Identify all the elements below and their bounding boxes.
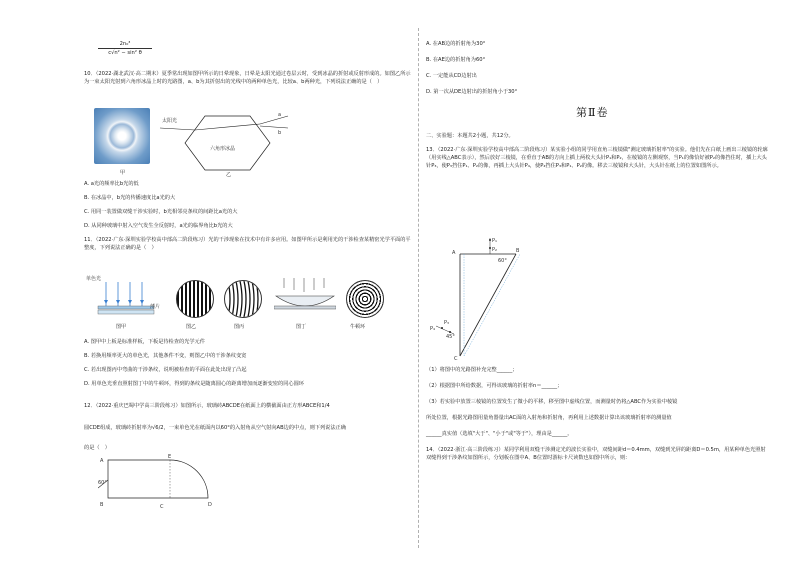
newton-lens-diagram — [274, 276, 336, 316]
fig-label-sun: 太阳光 — [162, 118, 178, 124]
q10-option-b: B. 在冰晶中，b光的传播速度比a光的大 — [84, 195, 176, 201]
fig-label-60deg-q13: 60° — [498, 258, 507, 264]
fig-label-C-q13: C — [454, 356, 458, 360]
q13-sub3-line1: （3）若实验中放置三棱镜的位置发生了微小的平移，移至图中虚线位置，而测量时仍将△ABC作为实验中棱镜 — [426, 399, 678, 405]
q12-stem-line3: 的是（ ） — [84, 445, 110, 451]
fig-label-B-q13: B — [516, 248, 520, 254]
fig-label-P2: P₂ — [492, 247, 498, 253]
q14-stem: 14．（2022·浙江·高三阶段练习）某同学利用双缝干涉测定光的波长实验中，双缝间距d＝0.4mm，双缝到光屏的距离D＝0.5m，用某种单色光照射双缝得到干涉条纹如图所示，分划板在图中A、B位置时游标卡尺读数也如图中所示，则： — [426, 447, 766, 462]
column-divider — [418, 28, 419, 548]
q13-sub1: （1）将图中的光路图补充完整______； — [426, 367, 518, 373]
section-title: 第Ⅱ卷 — [576, 106, 609, 119]
fig-label-jia: 甲 — [120, 170, 126, 176]
sun-halo-photo — [94, 108, 150, 164]
fig-label-tu-ding: 图丁 — [296, 324, 307, 330]
q13-sub2: （2）根据图中所给数据，可得该玻璃的折射率n＝______； — [426, 383, 563, 389]
straight-fringes-image — [176, 280, 214, 318]
fig-label-45deg: 45° — [446, 334, 455, 340]
fig-label-crystal: 六角形冰晶 — [210, 146, 236, 152]
q13-prism-diagram — [428, 238, 548, 360]
q12-glass-brick-diagram — [98, 454, 218, 514]
formula-denominator: c√n² − sin² θ — [108, 50, 142, 57]
q13-sub3-line2: 所处位置，根据光路图用量角器量出AC面的入射角和折射角，再利用上述数据计算出该玻璃折射率的测量值 — [426, 415, 672, 421]
right-column — [426, 0, 772, 562]
newton-rings-image — [346, 280, 384, 318]
q12-option-a: A. 在AB边的折射角为30° — [426, 41, 486, 47]
fig-label-tu-bing: 图丙 — [234, 324, 245, 330]
fig-label-film: 薄片 — [150, 304, 161, 310]
fig-label-yi: 乙 — [226, 172, 232, 178]
q11-option-d: D. 用单色光垂直照射图丁中的牛顿环，得到的条纹是随离圆心的距离增加而逐渐变密的同心圆环 — [84, 381, 304, 387]
q12-option-b: B. 在AE边的折射角为60° — [426, 57, 486, 63]
fig-label-newton: 牛顿环 — [350, 324, 366, 330]
q13-sub3-line3: ______真实值（选填"大于"、"小于"或"等于"），理由是______。 — [426, 431, 573, 437]
fig-label-P1: P₁ — [492, 238, 498, 244]
fig-label-P4: P₄ — [430, 326, 436, 332]
fig-label-tu-yi: 图乙 — [186, 324, 197, 330]
fig-label-A-q13: A — [452, 250, 456, 256]
fig-label-A: A — [100, 458, 104, 464]
q13-stem: 13．（2022·广东·深圳实验学校高中部高二阶段练习）某实验小组的同学用直角三棱镜做"测定玻璃折射率"的实验。他们先在白纸上画出三棱镜的轮廓（用实线△ABC表示），然后放好三棱镜，在垂直于AB的方向上插上两枚大头针P₁和P₂，在棱镜的左侧观察，当P₁的像恰好被P₂的像挡住时，插上大头针P₃，使P₃挡住P₁、P₂的像，再插上大头针P₄，使P₄挡住P₃和P₁、P₂的像。移去三棱镜和大头针，大头针在纸上的位置如图所示。 — [426, 147, 768, 170]
q12-stem-line2: 圆CDE组成，玻璃砖折射率为√6/2，一束单色光在纸面内以60°的入射角从空气射向AB边的中点，则下列说法正确 — [84, 425, 346, 431]
fig-label-E: E — [168, 454, 172, 460]
q11-stem: 11．（2022·广东·深圳实验学校高中部高二阶段练习）光的干涉现象在技术中有许多应用。如图甲所示是利用光的干涉检查某精密光学平面的平整度，下列说法正确的是（ ） — [84, 237, 411, 252]
fig-label-D: D — [208, 502, 212, 508]
q11-option-c: C. 若出现图丙中弯曲的干涉条纹，说明被检查的平面在此处出现了凸起 — [84, 367, 247, 373]
hexagon-crystal-diagram — [160, 108, 290, 178]
q10-option-c: C. 用同一装置做双缝干涉实验时，b光相邻亮条纹的间距比a光的大 — [84, 209, 238, 215]
q11-option-b: B. 若换用频率更大的单色光，其他条件不变，则图乙中的干涉条纹变宽 — [84, 353, 247, 359]
q11-figure — [84, 272, 414, 334]
fig-label-P3: P₃ — [444, 320, 450, 326]
q10-figure — [94, 108, 294, 178]
fig-label-b: b — [278, 130, 282, 136]
fig-label-60deg: 60° — [98, 480, 107, 486]
q10-option-d: D. 从同种玻璃中射入空气发生全反射时，a光的临界角比b光的大 — [84, 223, 233, 229]
part2-heading: 二、实验题：本题共2小题，共12分。 — [426, 133, 514, 139]
interference-setup-diagram — [84, 272, 164, 332]
curved-fringes-image — [224, 280, 262, 318]
fig-label-tu-jia: 图甲 — [116, 324, 127, 330]
q12-option-d: D. 第一次从DE边射出的折射角小于30° — [426, 89, 518, 95]
q12-option-c: C. 一定能从CD边射出 — [426, 73, 477, 79]
curved-fringes-svg — [225, 281, 261, 317]
fig-label-C: C — [160, 504, 164, 510]
formula-numerator: 2n₀³ — [119, 41, 131, 47]
q11-option-a: A. 图甲中上板是标准样板，下板是待检查的光学元件 — [84, 339, 205, 345]
q10-stem: 10．（2022·湖北武汉·高二期末）夏季常出现如图甲所示的日晕现象，日晕是太阳光通过卷层云时，受到冰晶的折射或反射形成的。如图乙所示为一束太阳光射到六角形冰晶上时的光路图，a、b为其折射出的光线中的两种单色光，比较a、b两种光，下列说法正确的是（ ） — [84, 71, 411, 86]
fig-label-B: B — [100, 502, 104, 508]
left-column — [84, 0, 414, 562]
q12-stem-line1: 12．（2022·重庆巴蜀中学高三阶段练习）如图所示，玻璃砖ABCDE在纸面上的横截面由正方形ABCE和1/4 — [84, 403, 330, 409]
q10-option-a: A. a光的频率比b光的低 — [84, 181, 139, 187]
fig-label-mono: 单色光 — [86, 276, 102, 282]
fig-label-a: a — [278, 112, 282, 118]
formula-fragment — [94, 40, 156, 57]
